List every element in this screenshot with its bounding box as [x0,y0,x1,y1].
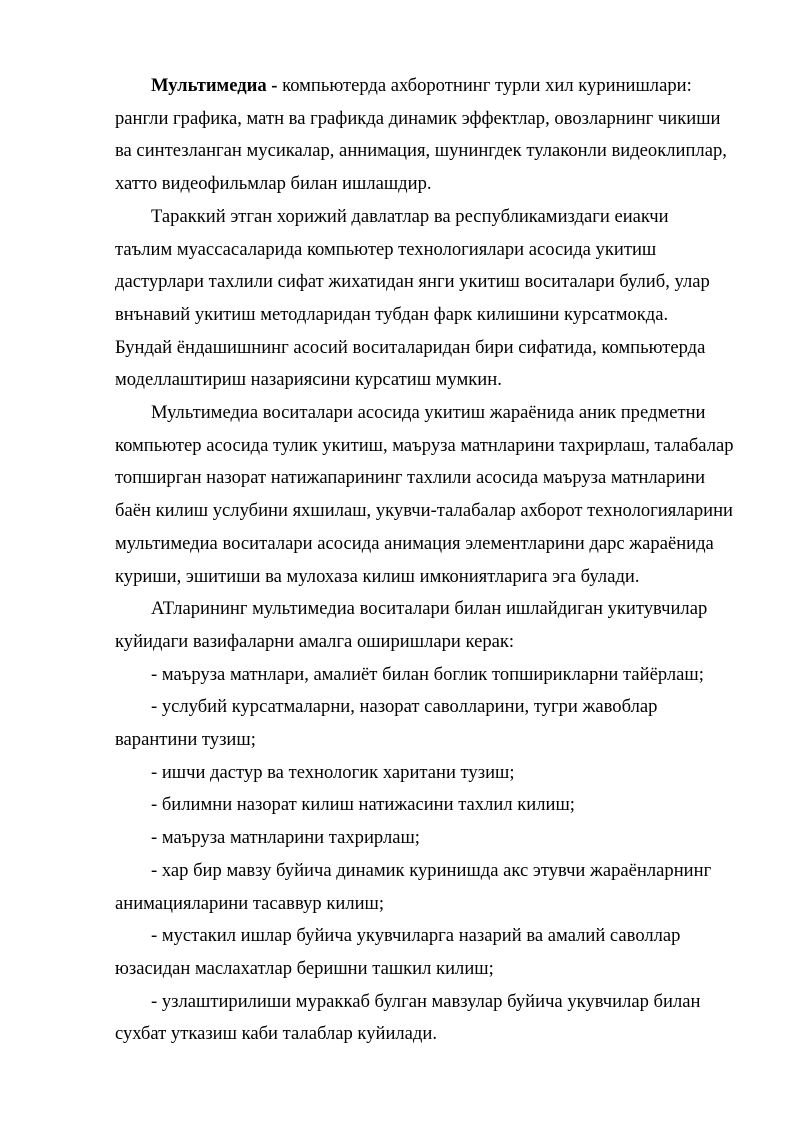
text-line: мультимедиа воситалари асосида анимация элементларини дарс жараёнида [115,532,714,554]
text-line: топширган назорат натижапарининг тахлили асосида маъруза матнларини [115,467,706,489]
list-item [115,920,745,985]
list-item [115,789,745,822]
text-line: дастурлари тахлили сифат жихатидан янги укитиш воситалари булиб, улар [115,271,710,293]
text-line: хатто видеофильмлар билан ишлашдир. [115,173,432,195]
text-line: - мустакил ишлар буйича укувчиларга назарий ва амалий саволлар [151,925,681,947]
text-line: - хар бир мавзу буйича динамик куринишда акс этувчи жараёнларнинг [151,859,712,881]
text-line: - ишчи дастур ва технологик харитани тузиш; [151,761,515,783]
text-line: рангли графика, матн ва графикда динамик эффектлар, овозларнинг чикиши [115,107,721,129]
text-line: таълим муассасаларида компьютер технологиялари асосида укитиш [115,238,657,260]
list-item [115,822,745,855]
list-item [115,691,745,756]
text-line: - маъруза матнлари, амалиёт билан боглик топширикларни тайёрлаш; [151,663,704,685]
text-line: Мультимедиа воситалари асосида укитиш жараёнида аник предметни [151,402,706,424]
text-line: - узлаштирилиши мураккаб булган мавзулар буйича укувчилар билан [151,990,701,1012]
text-line: - билимни назорат килиш натижасини тахлил килиш; [151,794,575,816]
list-item [115,986,745,1051]
list-item [115,757,745,790]
text-line: баён килиш услубини яхшилаш, укувчи-талабалар ахборот технологияларини [115,500,733,522]
text-line: компьютер асосида тулик укитиш, маъруза матнларини тахрирлаш, талабалар [115,434,734,456]
text-line: - услубий курсатмаларни, назорат саволларини, тугри жавоблар [151,696,658,718]
text-line: куйидаги вазифаларни амалга оширишлари керак: [115,630,515,652]
list-item [115,659,745,692]
term-multimedia: Мультимедиа - [151,75,283,96]
text-line: ва синтезланган мусикалар, аннимация, шунингдек тулаконли видеоклиплар, [115,140,727,162]
paragraph-multimedia-definition [115,70,745,201]
text-line: Мультимедиа - компьютерда ахборотнинг турли хил куринишлари: [151,75,692,96]
paragraph-foreign-experience [115,201,745,397]
paragraph-multimedia-teaching [115,397,745,593]
paragraph-teacher-tasks-intro [115,593,745,658]
text-line: Тараккий этган хорижий давлатлар ва республикамиздаги еиакчи [151,205,669,227]
text-line: АТларининг мультимедиа воситалари билан ишлайдиган укитувчилар [151,598,708,620]
text-line: моделлаштириш назариясини курсатиш мумкин. [115,369,502,391]
text-line: сухбат утказиш каби талаблар куйилади. [115,1023,437,1045]
text-line: куриши, эшитиши ва мулохаза килиш имкониятларига эга булади. [115,565,640,587]
text-line: варантини тузиш; [115,729,256,751]
text-line: юзасидан маслахатлар беришни ташкил килиш; [115,957,494,979]
list-item [115,855,745,920]
text-line: Бундай ёндашишнинг асосий воситаларидан бири сифатида, компьютерда [115,336,706,358]
text-line: анимацияларини тасаввур килиш; [115,892,385,914]
text-line: внънавий укитиш методларидан тубдан фарк килишини курсатмокда. [115,303,669,325]
text-line: - маъруза матнларини тахрирлаш; [151,827,420,849]
document-body [115,70,745,1051]
